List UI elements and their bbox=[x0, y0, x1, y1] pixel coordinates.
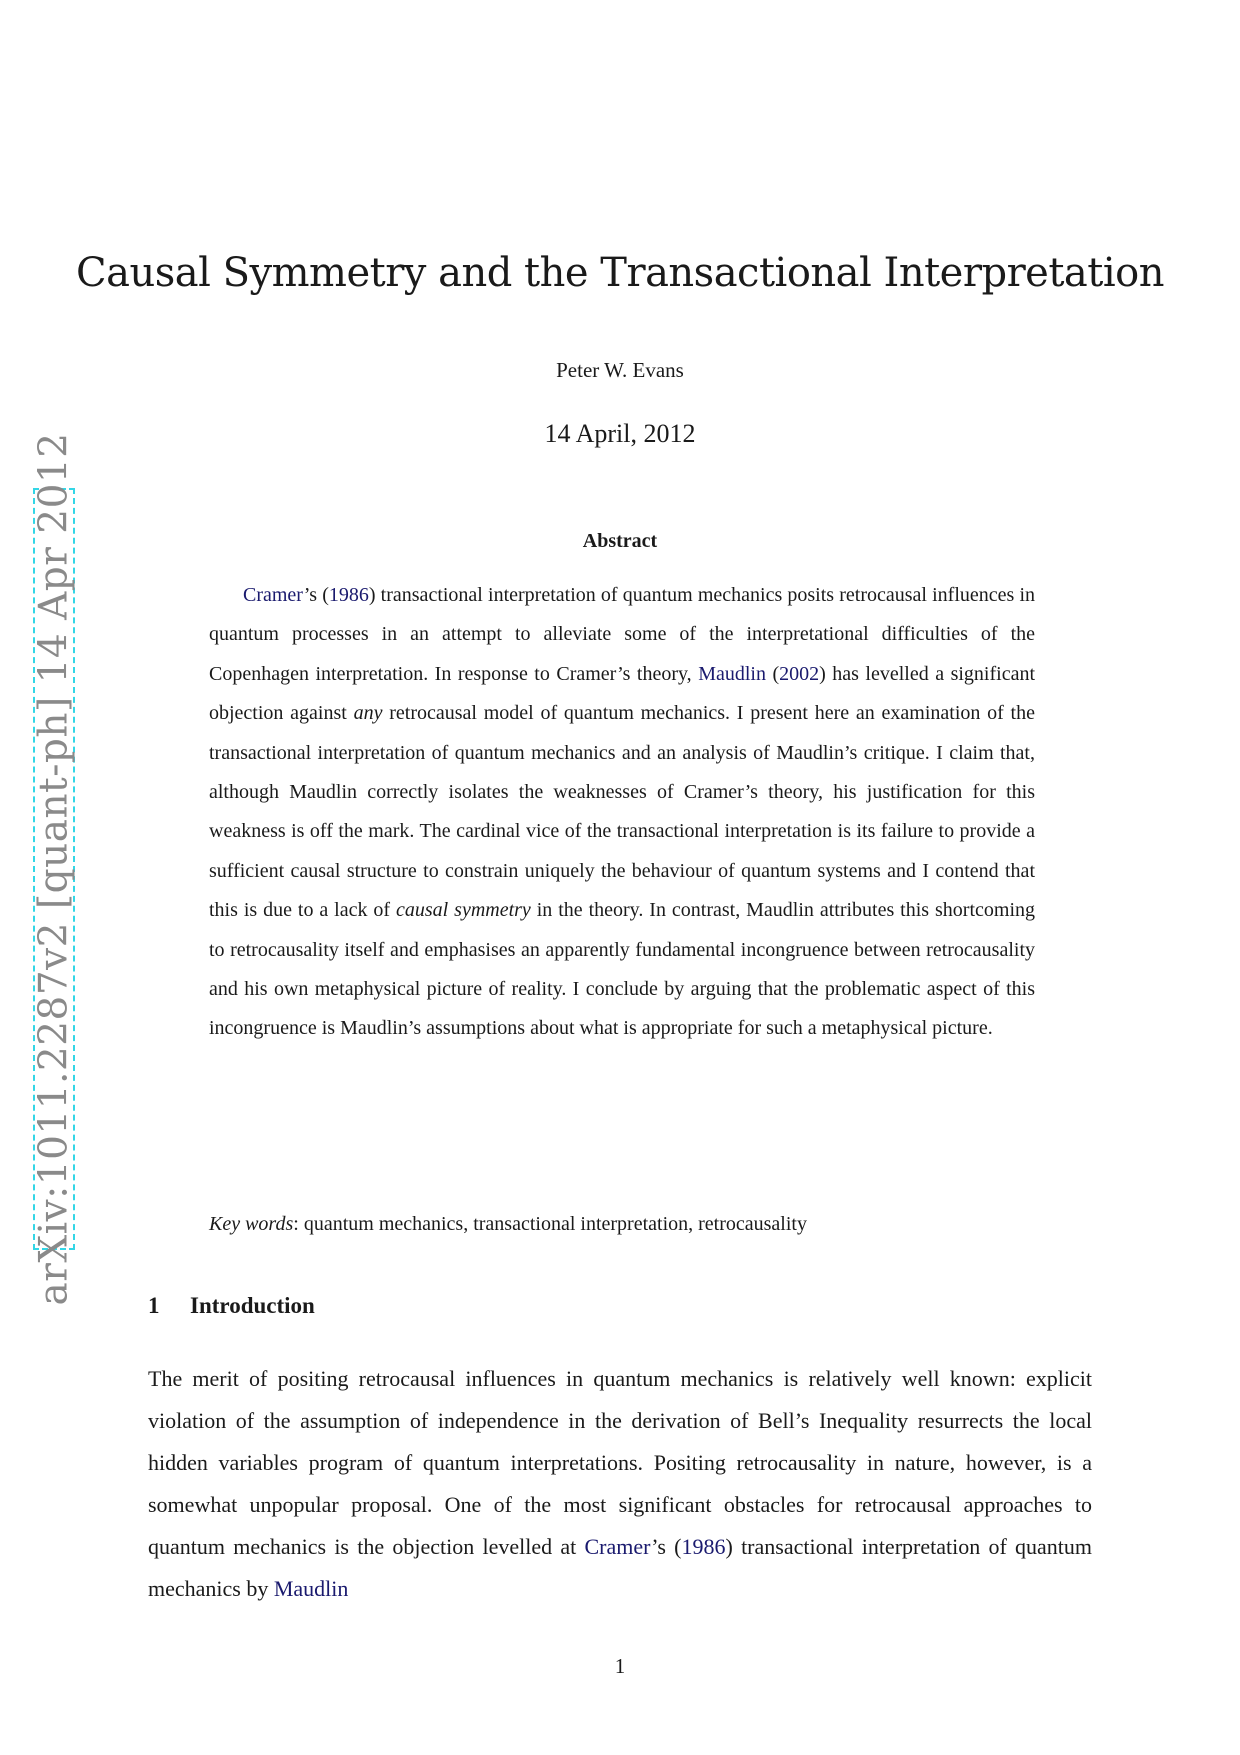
emphasis-causal-symmetry: causal symmetry bbox=[396, 899, 531, 922]
body-text: ) transactional interpretation of quantum mechanics by bbox=[148, 1534, 1093, 1601]
arxiv-stamp[interactable]: arXiv:1011.2287v2 [quant-ph] 14 Apr 2012 bbox=[31, 432, 77, 1306]
page-number: 1 bbox=[614, 1654, 626, 1678]
citation-link-1986[interactable]: 1986 bbox=[681, 1534, 726, 1559]
author-name: Peter W. Evans bbox=[556, 358, 684, 382]
abstract-text: in the theory. In contrast, Maudlin attributes this shortcoming to retrocausality itself and emphasises an apparently fundamental incongruence between retrocausality and his own metaphysical picture of reality. I conclude by arguing that the problematic aspect of this incongruence is Maudlin’s assumptions about what is appropriate for such a metaphysical picture. bbox=[209, 899, 1035, 1040]
section-title: Introduction bbox=[190, 1293, 315, 1318]
body-text: ’s ( bbox=[651, 1534, 682, 1559]
abstract-paragraph bbox=[209, 576, 1035, 1049]
introduction-body bbox=[148, 1358, 1092, 1610]
abstract-heading: Abstract bbox=[582, 530, 658, 552]
keywords-text: : quantum mechanics, transactional interpretation, retrocausality bbox=[293, 1213, 807, 1235]
keywords-label: Key words bbox=[209, 1213, 294, 1235]
citation-link-maudlin[interactable]: Maudlin bbox=[273, 1576, 349, 1601]
abstract-text: ( bbox=[765, 662, 780, 685]
citation-link-cramer[interactable]: Cramer bbox=[243, 584, 304, 606]
section-heading bbox=[148, 1293, 315, 1319]
citation-link-maudlin[interactable]: Maudlin bbox=[698, 662, 766, 685]
abstract-text: ) has levelled a significant objection against bbox=[209, 662, 1036, 725]
publication-date: 14 April, 2012 bbox=[544, 419, 696, 448]
abstract-text: retrocausal model of quantum mechanics. I present here an examination of the transactional interpretation of quantum mechanics and an analysis of Maudlin’s critique. I claim that, although Maudlin correctly isolates the weaknesses of Cramer’s theory, his justification for this weakness is off the mark. The cardinal vice of the transactional interpretation is its failure to provide a sufficient causal structure to constrain uniquely the behaviour of quantum systems and I contend that this is due to a lack of bbox=[209, 702, 1035, 922]
citation-link-1986[interactable]: 1986 bbox=[328, 584, 369, 606]
citation-link-cramer[interactable]: Cramer bbox=[584, 1534, 652, 1559]
abstract-text: ’s ( bbox=[303, 584, 329, 606]
introduction-paragraph bbox=[148, 1358, 1092, 1610]
abstract-text: ) transactional interpretation of quantum mechanics posits retrocausal influences in quantum processes in an attempt to alleviate some of the interpretational difficulties of the Copenhagen interpretation. In response to Cramer’s theory, bbox=[209, 584, 1036, 685]
keywords bbox=[209, 1213, 1035, 1236]
paper-title: Causal Symmetry and the Transactional Interpretation bbox=[75, 250, 1164, 296]
citation-link-2002[interactable]: 2002 bbox=[779, 662, 820, 685]
abstract-body bbox=[209, 576, 1035, 1049]
body-text: The merit of positing retrocausal influences in quantum mechanics is relatively well known: explicit violation of the assumption of independence in the derivation of Bell’s Inequality resurrects the local hidden variables program of quantum interpretations. Positing retrocausality in nature, however, is a somewhat unpopular proposal. One of the most significant obstacles for retrocausal approaches to quantum mechanics is the objection levelled at bbox=[148, 1366, 1092, 1559]
section-number: 1 bbox=[148, 1293, 160, 1318]
emphasis-any: any bbox=[353, 702, 383, 725]
